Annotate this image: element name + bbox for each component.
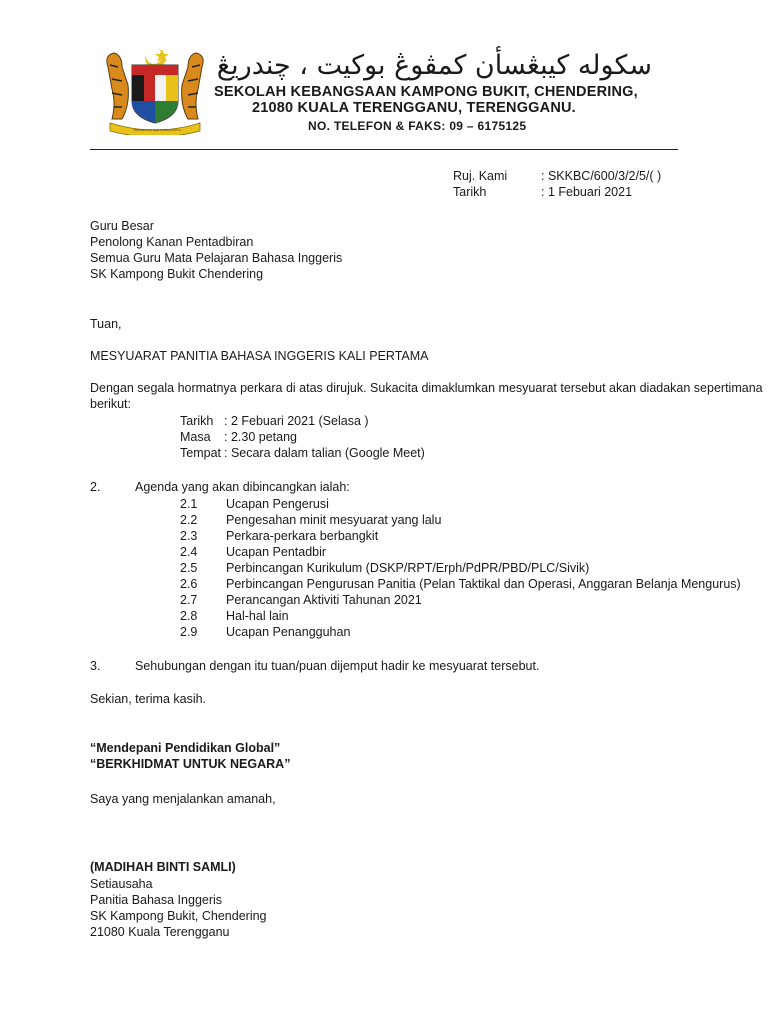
closing-line: Sekian, terima kasih. — [90, 692, 207, 706]
agenda-item-number: 2.7 — [180, 593, 198, 607]
recipient-line: Semua Guru Mata Pelajaran Bahasa Inggeris — [90, 251, 343, 265]
signatory-line: Panitia Bahasa Inggeris — [90, 893, 223, 907]
salutation: Tuan, — [90, 317, 122, 331]
ref-value: : SKKBC/600/3/2/5/( ) — [541, 169, 662, 183]
header-divider — [90, 149, 678, 150]
recipient-line: Guru Besar — [90, 219, 154, 233]
point3-text: Sehubungan dengan itu tuan/puan dijemput hadir ke mesyuarat tersebut. — [135, 659, 540, 673]
agenda-item-number: 2.4 — [180, 545, 198, 559]
recipient-line: SK Kampong Bukit Chendering — [90, 267, 264, 281]
agenda-item-number: 2.5 — [180, 561, 198, 575]
agenda-item-text: Perkara-perkara berbangkit — [226, 529, 379, 543]
meeting-date-value: : 2 Febuari 2021 (Selasa ) — [224, 414, 369, 428]
intro-line: Dengan segala hormatnya perkara di atas dirujuk. Sukacita dimaklumkan mesyuarat tersebut akan diadakan sepertimana — [90, 381, 763, 395]
agenda-item-number: 2.2 — [180, 513, 198, 527]
agenda-item-text: Perbincangan Pengurusan Panitia (Pelan Taktikal dan Operasi, Anggaran Belanja Mengurus) — [226, 577, 741, 591]
point3-number: 3. — [90, 659, 101, 673]
logo-motto: BERSEKUTU BERTAMBAH MUTU — [134, 128, 182, 132]
agenda-item-text: Hal-hal lain — [226, 609, 289, 623]
signatory-line: 21080 Kuala Terengganu — [90, 925, 230, 939]
subject-heading: MESYUARAT PANITIA BAHASA INGGERIS KALI PERTAMA — [90, 349, 429, 363]
ref-label: Ruj. Kami — [453, 169, 508, 183]
letter-date-value: : 1 Febuari 2021 — [541, 185, 633, 199]
agenda-item-text: Perancangan Aktiviti Tahunan 2021 — [226, 593, 422, 607]
signatory-name: (MADIHAH BINTI SAMLI) — [90, 860, 236, 874]
school-address: 21080 KUALA TERENGGANU, TERENGGANU. — [252, 100, 576, 116]
agenda-number: 2. — [90, 480, 101, 494]
school-name-jawi: سكوله كيبڠسأن كمڤوڠ بوكيت ، چندريڠ — [216, 50, 652, 81]
meeting-time-value: : 2.30 petang — [224, 430, 297, 444]
letter-date-label: Tarikh — [453, 185, 487, 199]
school-name: SEKOLAH KEBANGSAAN KAMPONG BUKIT, CHENDERING, — [214, 84, 638, 100]
agenda-item-number: 2.8 — [180, 609, 198, 623]
agenda-item-number: 2.9 — [180, 625, 198, 639]
intro-line: berikut: — [90, 397, 131, 411]
agenda-item-text: Ucapan Pengerusi — [226, 497, 329, 511]
recipient-line: Penolong Kanan Pentadbiran — [90, 235, 254, 249]
meeting-place-label: Tempat — [180, 446, 221, 460]
coat-of-arms-logo — [100, 45, 210, 135]
agenda-item-text: Ucapan Pentadbir — [226, 545, 327, 559]
agenda-item-text: Pengesahan minit mesyuarat yang lalu — [226, 513, 442, 527]
signatory-line: Setiausaha — [90, 877, 153, 891]
slogan-global: “Mendepani Pendidikan Global” — [90, 741, 281, 755]
agenda-item-number: 2.6 — [180, 577, 198, 591]
signatory-line: SK Kampong Bukit, Chendering — [90, 909, 267, 923]
agenda-item-number: 2.1 — [180, 497, 198, 511]
school-phone: NO. TELEFON & FAKS: 09 – 6175125 — [308, 119, 527, 133]
meeting-time-label: Masa — [180, 430, 211, 444]
agenda-intro: Agenda yang akan dibincangkan ialah: — [135, 480, 350, 494]
meeting-date-label: Tarikh — [180, 414, 214, 428]
agenda-item-number: 2.3 — [180, 529, 198, 543]
agenda-item-text: Ucapan Penangguhan — [226, 625, 351, 639]
agenda-item-text: Perbincangan Kurikulum (DSKP/RPT/Erph/PdPR/PBD/PLC/Sivik) — [226, 561, 590, 575]
meeting-place-value: : Secara dalam talian (Google Meet) — [224, 446, 425, 460]
trust-line: Saya yang menjalankan amanah, — [90, 792, 276, 806]
slogan-negara: “BERKHIDMAT UNTUK NEGARA” — [90, 757, 291, 771]
